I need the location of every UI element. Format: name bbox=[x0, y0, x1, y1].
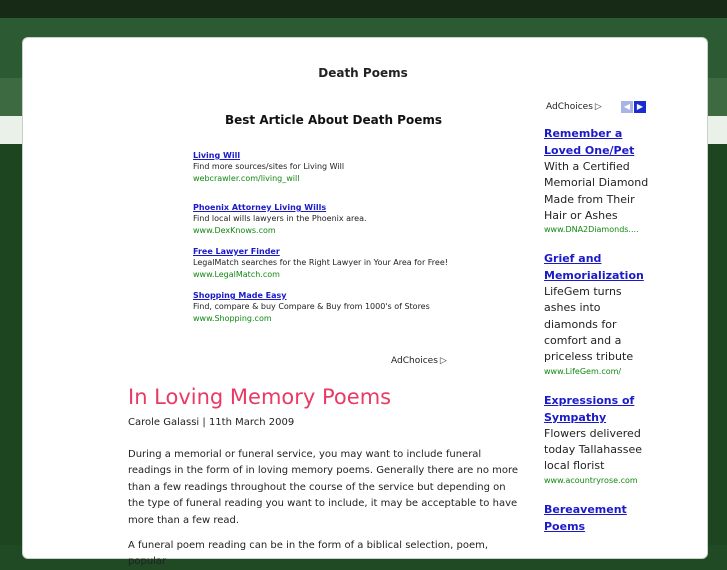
content-page bbox=[22, 37, 708, 567]
sidebar-ad-item bbox=[544, 501, 654, 535]
sidebar-ads bbox=[544, 125, 654, 549]
ad-item bbox=[193, 203, 478, 236]
sidebar-ad-description: LifeGem turns ashes into diamonds for comfort and a priceless tribute bbox=[544, 285, 634, 364]
article-paragraph: A funeral poem reading can be in the form of a biblical selection, poem, popular bbox=[128, 540, 489, 567]
next-arrow-icon[interactable]: ▶ bbox=[634, 101, 646, 113]
ad-item bbox=[193, 151, 478, 184]
top-band bbox=[0, 0, 727, 18]
article-paragraph: During a memorial or funeral service, you may want to include funeral readings in the form of in loving memory poems. Generally there are no more than a few readings throughout the course of the service but depending on the type of funeral reading you want to include, it may be acceptable to have more than a few read. bbox=[128, 449, 519, 526]
sidebar-ad-item bbox=[544, 250, 654, 377]
ad-description: Find more sources/sites for Living Will bbox=[193, 162, 345, 171]
ad-description: Find local wills lawyers in the Phoenix area. bbox=[193, 214, 367, 223]
site-title: Death Poems bbox=[318, 66, 408, 80]
adchoices-label: AdChoices bbox=[391, 356, 438, 366]
sidebar-ad-link[interactable]: Bereavement Poems bbox=[544, 502, 627, 533]
ad-pager bbox=[621, 101, 646, 120]
adchoices-icon: ▷ bbox=[439, 356, 447, 366]
sidebar-ad-item bbox=[544, 392, 654, 487]
ad-url[interactable]: www.DexKnows.com bbox=[193, 226, 276, 235]
sidebar-ad-link[interactable]: Grief and Memorialization bbox=[544, 252, 644, 283]
sidebar-ad-link[interactable]: Expressions of Sympathy bbox=[544, 393, 635, 424]
article-heading: Best Article About Death Poems bbox=[225, 113, 442, 127]
adchoices-link[interactable] bbox=[391, 356, 447, 366]
ad-link[interactable]: Phoenix Attorney Living Wills bbox=[193, 203, 327, 212]
sidebar-ad-link[interactable]: Remember a Loved One/Pet bbox=[544, 127, 635, 157]
prev-arrow-icon[interactable]: ◀ bbox=[621, 101, 633, 113]
ad-block bbox=[193, 151, 478, 335]
ad-url[interactable]: www.LegalMatch.com bbox=[193, 270, 280, 279]
article-title: In Loving Memory Poems bbox=[128, 385, 392, 409]
sidebar-ad-url[interactable]: www.DNA2Diamonds.... bbox=[544, 225, 639, 235]
ad-description: LegalMatch searches for the Right Lawyer in Your Area for Free! bbox=[193, 258, 448, 267]
ad-link[interactable]: Free Lawyer Finder bbox=[193, 247, 280, 256]
sidebar-ad-description: With a Certified Memorial Diamond Made from Their Hair or Ashes bbox=[544, 160, 649, 222]
ad-link[interactable]: Living Will bbox=[193, 151, 241, 160]
sidebar-ad-url[interactable]: www.LifeGem.com/ bbox=[544, 366, 622, 376]
sidebar-ad-url[interactable]: www.acountryrose.com bbox=[544, 475, 638, 485]
ad-item bbox=[193, 291, 478, 324]
ad-url[interactable]: www.Shopping.com bbox=[193, 314, 272, 323]
ad-description: Find, compare & buy Compare & Buy from 1000's of Stores bbox=[193, 302, 430, 311]
ad-item bbox=[193, 247, 478, 280]
sidebar-ad-description: Flowers delivered today Tallahassee local florist bbox=[544, 426, 642, 473]
ad-url[interactable]: webcrawler.com/living_will bbox=[193, 174, 300, 183]
sidebar-adchoices-label: AdChoices bbox=[546, 102, 593, 112]
sidebar-adchoices-link[interactable] bbox=[546, 102, 602, 112]
adchoices-icon: ▷ bbox=[594, 102, 602, 112]
ad-link[interactable]: Shopping Made Easy bbox=[193, 291, 287, 300]
article-byline: Carole Galassi | 11th March 2009 bbox=[128, 417, 295, 428]
sidebar-ad-item bbox=[544, 125, 654, 236]
